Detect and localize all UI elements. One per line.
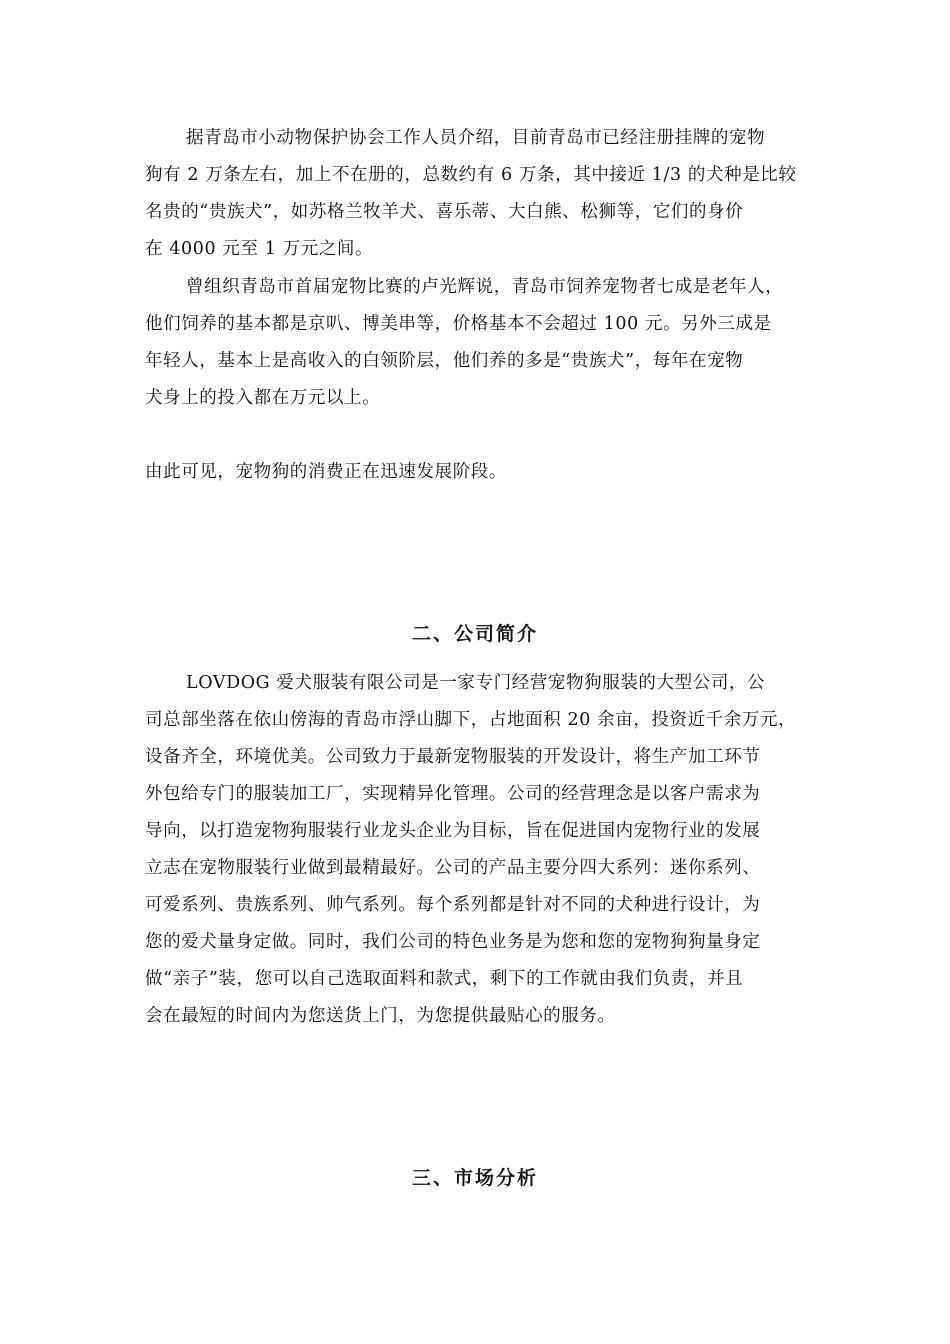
paragraph-line: 曾组织青岛市首届宠物比赛的卢光辉说，青岛市饲养宠物者七成是老年人， — [186, 277, 784, 297]
paragraph-line: 做“亲子”装，您可以自己选取面料和款式，剩下的工作就由我们负责，并且 — [145, 969, 744, 989]
paragraph-line: 可爱系列、贵族系列、帅气系列。每个系列都是针对不同的犬种进行设计，为 — [145, 895, 761, 915]
paragraph-line: LOVDOG 爱犬服装有限公司是一家专门经营宠物狗服装的大型公司，公 — [186, 673, 766, 693]
paragraph-line: 设备齐全，环境优美。公司致力于最新宠物服装的开发设计，将生产加工环节 — [145, 747, 761, 767]
paragraph-line: 司总部坐落在依山傍海的青岛市浮山脚下，占地面积 20 余亩，投资近千余万元， — [145, 710, 797, 730]
section-heading-market-analysis: 三、市场分析 — [411, 1167, 538, 1189]
paragraph-line: 年轻人，基本上是高收入的白领阶层，他们养的多是“贵族犬”，每年在宠物 — [145, 351, 744, 371]
paragraph-line: 犬身上的投入都在万元以上。 — [145, 388, 381, 408]
paragraph-line: 导向，以打造宠物狗服装行业龙头企业为目标，旨在促进国内宠物行业的发展 — [145, 821, 761, 841]
paragraph-line: 据青岛市小动物保护协会工作人员介绍，目前青岛市已经注册挂牌的宠物 — [186, 128, 766, 148]
paragraph-line: 外包给专门的服装加工厂，实现精异化管理。公司的经营理念是以客户需求为 — [145, 784, 761, 804]
paragraph-line: 由此可见，宠物狗的消费正在迅速发展阶段。 — [145, 462, 507, 482]
paragraph-line: 他们饲养的基本都是京叭、博美串等，价格基本不会超过 100 元。另外三成是 — [145, 314, 772, 334]
paragraph-line: 会在最短的时间内为您送货上门，为您提供最贴心的服务。 — [145, 1006, 616, 1026]
section-heading-company-intro: 二、公司简介 — [411, 623, 538, 645]
paragraph-line: 您的爱犬量身定做。同时，我们公司的特色业务是为您和您的宠物狗狗量身定 — [145, 932, 761, 952]
paragraph-line: 立志在宠物服装行业做到最精最好。公司的产品主要分四大系列：迷你系列、 — [145, 858, 761, 878]
paragraph-line: 名贵的“贵族犬”，如苏格兰牧羊犬、喜乐蒂、大白熊、松狮等，它们的身价 — [145, 202, 744, 222]
paragraph-line: 在 4000 元至 1 万元之间。 — [145, 239, 374, 259]
paragraph-line: 狗有 2 万条左右，加上不在册的，总数约有 6 万条，其中接近 1/3 的犬种是比较 — [145, 165, 797, 185]
